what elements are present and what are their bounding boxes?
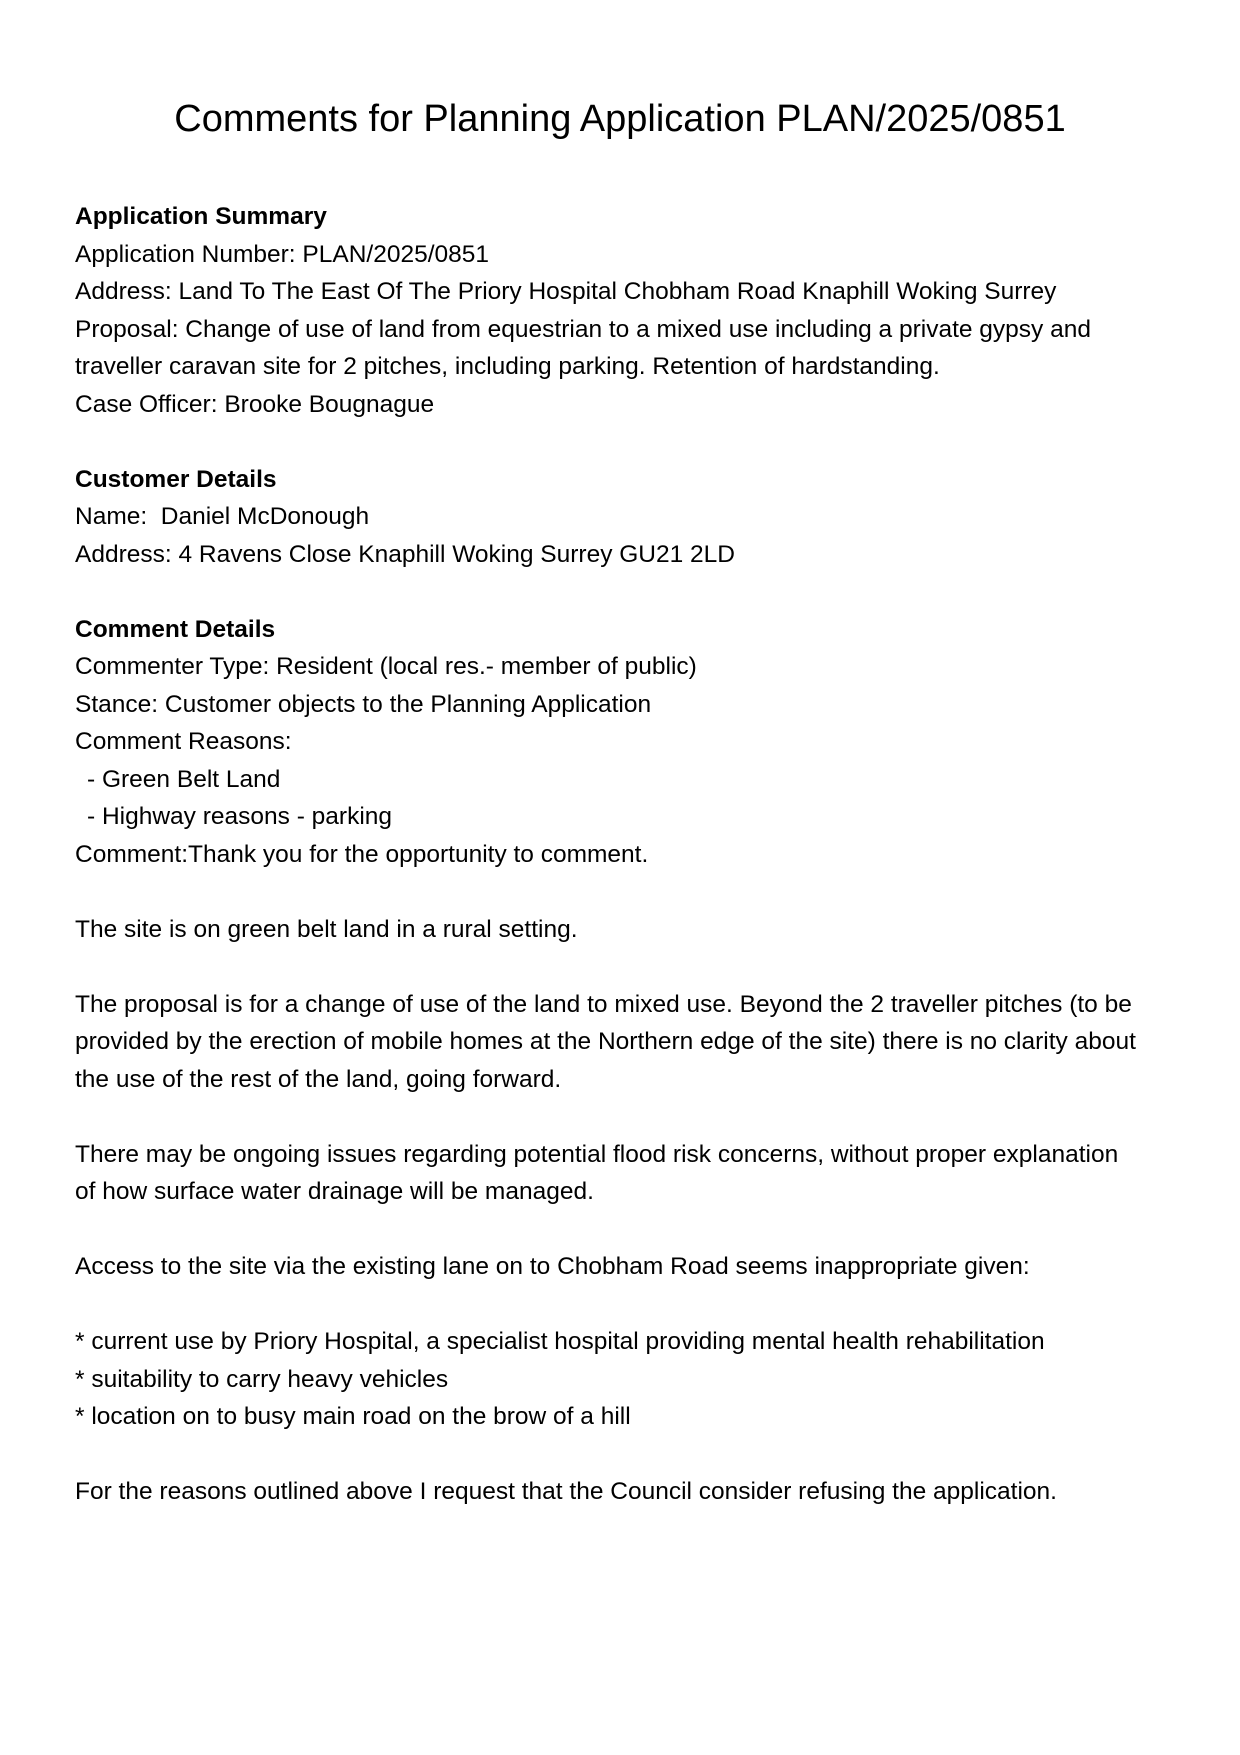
- concern-item: * current use by Priory Hospital, a specialist hospital providing mental health rehabilitation: [75, 1328, 1045, 1355]
- comment-paragraph-3-line-1: There may be ongoing issues regarding potential flood risk concerns, without proper explanation: [75, 1140, 1119, 1168]
- customer-name: Name: Daniel McDonough: [75, 503, 370, 530]
- paragraph-spacer: [75, 1211, 1175, 1249]
- comment-paragraph-1: The site is on green belt land in a rural setting.: [75, 915, 578, 943]
- application-summary-heading: Application Summary: [75, 203, 327, 230]
- document-body: [75, 198, 1175, 1511]
- section-spacer: [75, 573, 1175, 611]
- proposal-line-1: Proposal: Change of use of land from equestrian to a mixed use including a private gypsy and: [75, 315, 1091, 343]
- comment-reason-item: - Highway reasons - parking: [87, 803, 393, 830]
- paragraph-spacer: [75, 873, 1175, 911]
- comment-paragraph-2-line-2: provided by the erection of mobile homes at the Northern edge of the site) there is no clarity about: [75, 1028, 1136, 1055]
- comment-paragraph-2-line-1: The proposal is for a change of use of the land to mixed use. Beyond the 2 traveller pitches (to be: [75, 990, 1132, 1018]
- customer-details-heading: Customer Details: [75, 465, 277, 493]
- site-address: Address: Land To The East Of The Priory Hospital Chobham Road Knaphill Woking Surrey: [75, 278, 1057, 305]
- page-title: Comments for Planning Application PLAN/2025/0851: [174, 98, 1066, 140]
- comment-details-heading: Comment Details: [75, 615, 276, 643]
- concern-item: * location on to busy main road on the brow of a hill: [75, 1403, 631, 1430]
- paragraph-spacer: [75, 1436, 1175, 1474]
- comment-paragraph-3-line-2: of how surface water drainage will be managed.: [75, 1178, 594, 1205]
- case-officer: Case Officer: Brooke Bougnague: [75, 390, 435, 418]
- proposal-line-2: traveller caravan site for 2 pitches, including parking. Retention of hardstanding.: [75, 353, 940, 380]
- closing-statement: For the reasons outlined above I request that the Council consider refusing the application.: [75, 1478, 1057, 1505]
- comment-details-section: [75, 611, 1175, 1511]
- concern-item: * suitability to carry heavy vehicles: [75, 1365, 449, 1393]
- section-spacer: [75, 423, 1175, 461]
- customer-details-section: [75, 461, 1175, 574]
- commenter-type: Commenter Type: Resident (local res.- member of public): [75, 653, 697, 680]
- comment-paragraph-4: Access to the site via the existing lane on to Chobham Road seems inappropriate given:: [75, 1253, 1030, 1280]
- comment-paragraph-2-line-3: the use of the rest of the land, going forward.: [75, 1065, 562, 1093]
- paragraph-spacer: [75, 1098, 1175, 1136]
- comment-intro: Comment:Thank you for the opportunity to comment.: [75, 840, 649, 868]
- paragraph-spacer: [75, 948, 1175, 986]
- customer-address: Address: 4 Ravens Close Knaphill Woking Surrey GU21 2LD: [75, 540, 736, 568]
- stance: Stance: Customer objects to the Planning Application: [75, 690, 652, 718]
- comment-reason-item: - Green Belt Land: [87, 765, 281, 793]
- paragraph-spacer: [75, 1286, 1175, 1324]
- application-summary-section: [75, 198, 1175, 423]
- application-number: Application Number: PLAN/2025/0851: [75, 240, 490, 268]
- comment-reasons-label: Comment Reasons:: [75, 728, 292, 755]
